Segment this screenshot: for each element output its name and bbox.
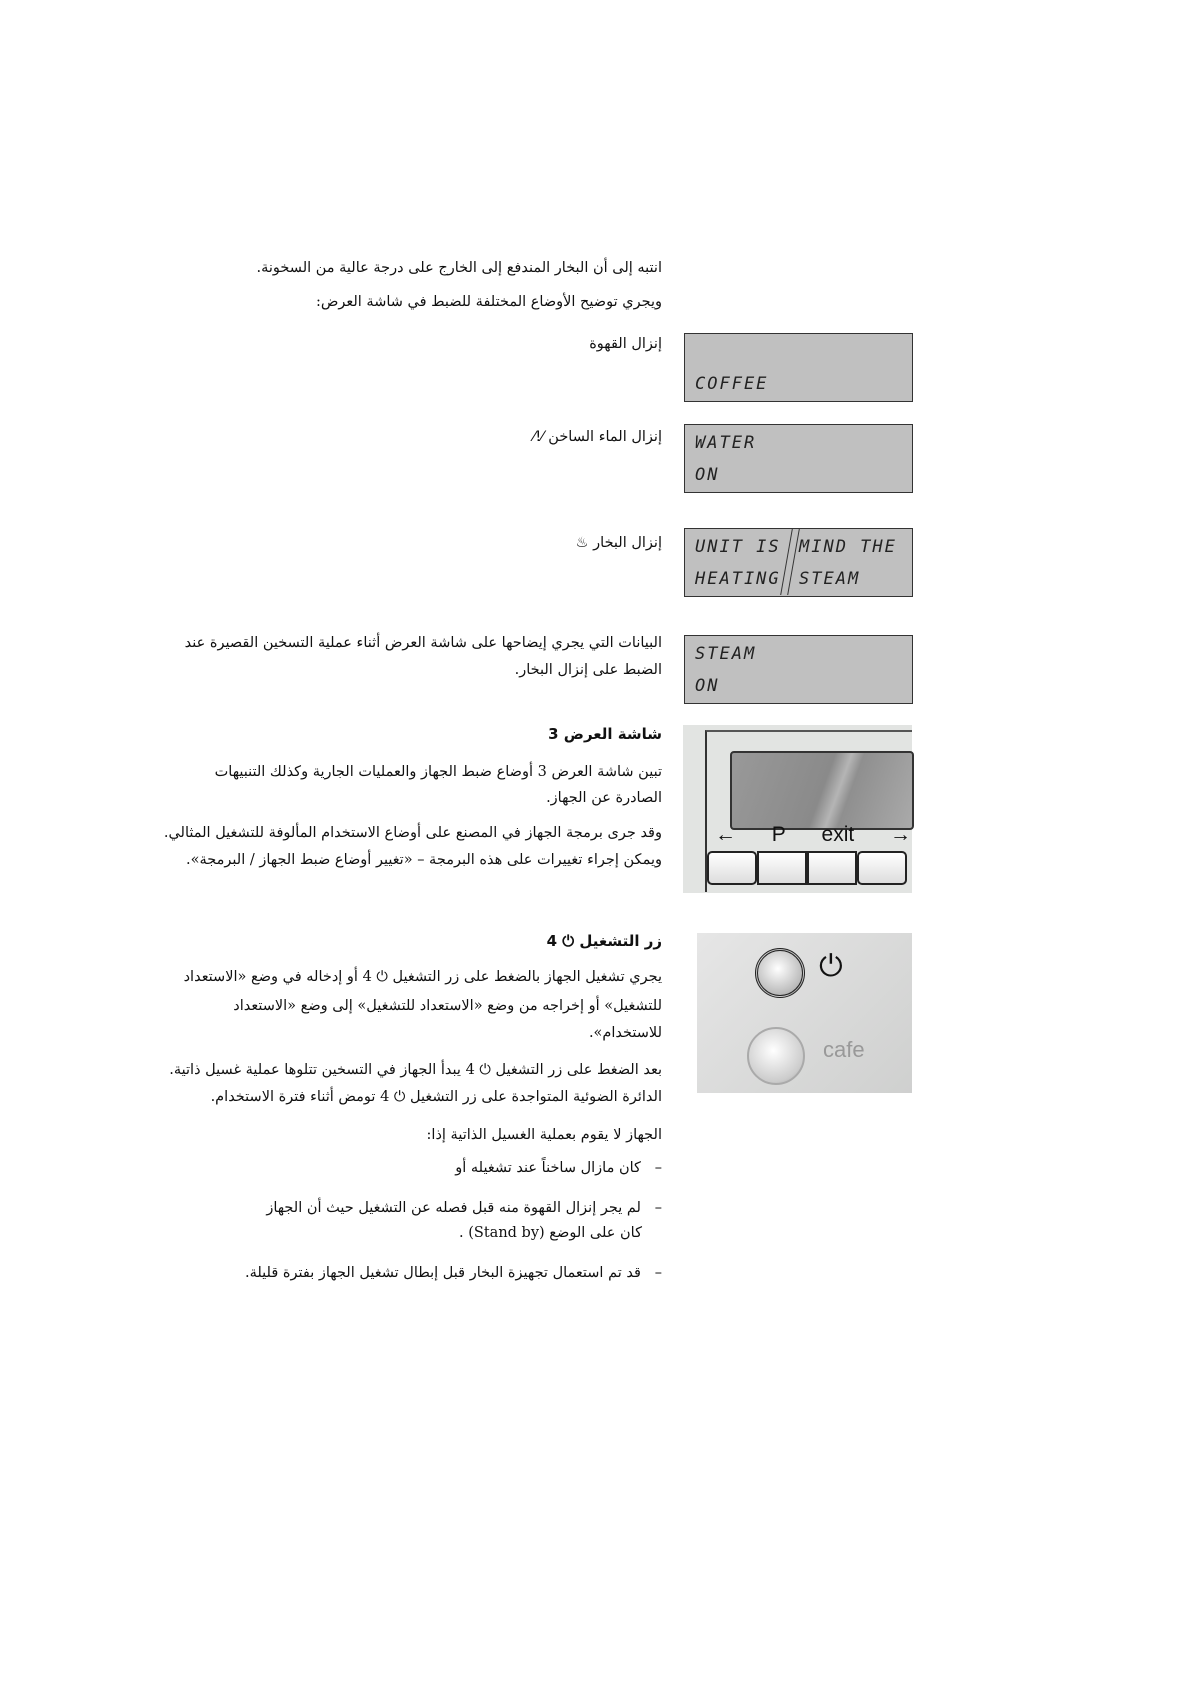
bullet-text: كان على الوضع (Stand by) .: [459, 1225, 642, 1241]
lcd-line: STEAM: [695, 644, 757, 664]
power-text: بعد الضغط على زر التشغيل ⏻ 4 يبدأ الجهاز في التسخين تتلوها عملية غسيل ذاتية.: [169, 1062, 662, 1078]
lcd-line: COFFEE: [695, 374, 769, 394]
panel-button-p[interactable]: [757, 851, 807, 885]
arrow-left-icon: ←: [715, 823, 736, 846]
lcd-line: ON: [695, 465, 720, 485]
power-text: يجري تشغيل الجهاز بالضغط على زر التشغيل ⏻ 4 أو إدخاله في وضع «الاستعداد: [183, 969, 662, 985]
lcd-coffee: [684, 333, 913, 402]
display-text: وقد جرى برمجة الجهاز في المصنع على أوضاع الاستخدام المألوفة للتشغيل المثالي.: [163, 825, 662, 841]
power-text: الجهاز لا يقوم بعملية الغسيل الذاتية إذا:: [426, 1127, 662, 1143]
lcd-line: UNIT IS: [695, 537, 781, 557]
lcd-line: ON: [695, 676, 720, 696]
lcd-heating: [684, 528, 913, 597]
bullet-text: كان مازال ساخناً عند تشغيله أو: [455, 1160, 641, 1176]
power-button[interactable]: [755, 948, 805, 998]
display-text: تبين شاشة العرض 3 أوضاع ضبط الجهاز والعمليات الجارية وكذلك التنبيهات: [214, 764, 662, 780]
panel-button-left[interactable]: [707, 851, 757, 885]
power-text: للتشغيل» أو إخراجه من وضع «الاستعداد للتشغيل» إلى وضع «الاستعداد: [233, 998, 662, 1014]
p-label: P: [771, 823, 786, 846]
mode-label-steam: [576, 533, 662, 553]
mode-label-water: [533, 427, 662, 447]
panel-button-right[interactable]: [857, 851, 907, 885]
power-heading: زر التشغيل ⏻ 4: [546, 932, 662, 950]
bullet-3: – قد تم استعمال تجهيزة البخار قبل إبطال تشغيل الجهاز بفترة قليلة.: [244, 1265, 662, 1281]
lcd-divider: [780, 529, 800, 595]
steam-icon: ♨: [575, 535, 589, 551]
lcd-water: [684, 424, 913, 493]
mode-label-coffee: إنزال القهوة: [589, 336, 662, 352]
exit-label: exit: [821, 823, 855, 846]
power-icon: ⏻: [819, 949, 843, 984]
bullet-text: لم يجر إنزال القهوة منه قبل فصله عن التشغيل حيث أن الجهاز: [266, 1200, 641, 1216]
mode-label-text: إنزال الماء الساخن: [548, 429, 662, 445]
power-text: الدائرة الضوئية المتواجدة على زر التشغيل ⏻ 4 تومض أثناء فترة الاستخدام.: [210, 1089, 662, 1105]
lcd-steam: [684, 635, 913, 704]
power-button-image: [697, 933, 912, 1093]
heating-note-2: الضبط على إنزال البخار.: [514, 662, 662, 678]
modes-intro: ويجري توضيح الأوضاع المختلفة للضبط في شاشة العرض:: [315, 294, 662, 310]
cafe-button[interactable]: [747, 1027, 805, 1085]
bullet-1: – كان مازال ساخناً عند تشغيله أو: [455, 1160, 662, 1176]
heating-note-1: البيانات التي يجري إيضاحها على شاشة العرض أثناء عملية التسخين القصيرة عند: [184, 635, 662, 651]
bullet-text: قد تم استعمال تجهيزة البخار قبل إبطال تشغيل الجهاز بفترة قليلة.: [244, 1265, 641, 1281]
lcd-line: HEATING: [695, 569, 781, 589]
panel-labels: [715, 823, 911, 847]
display-heading: شاشة العرض 3: [548, 725, 662, 743]
display-text: الصادرة عن الجهاز.: [546, 790, 662, 806]
panel-buttons: [707, 851, 907, 885]
display-panel-image: [683, 725, 912, 893]
panel-button-exit[interactable]: [807, 851, 857, 885]
lcd-line: MIND THE: [799, 537, 897, 557]
warning-text: انتبه إلى أن البخار المندفع إلى الخارج على درجة عالية من السخونة.: [256, 260, 662, 276]
hot-water-warning-icon: ⁄!⁄: [533, 429, 544, 445]
panel-screen: [730, 751, 914, 830]
power-text: للاستخدام».: [588, 1025, 662, 1041]
cafe-label: cafe: [823, 1037, 865, 1062]
display-text: ويمكن إجراء تغييرات على هذه البرمجة – «تغيير أوضاع ضبط الجهاز / البرمجة».: [186, 852, 662, 868]
lcd-line: WATER: [695, 433, 757, 453]
lcd-line: STEAM: [799, 569, 861, 589]
arrow-right-icon: →: [890, 823, 911, 846]
mode-label-text: إنزال البخار: [593, 535, 662, 551]
bullet-2: – لم يجر إنزال القهوة منه قبل فصله عن التشغيل حيث أن الجهاز: [266, 1200, 662, 1216]
